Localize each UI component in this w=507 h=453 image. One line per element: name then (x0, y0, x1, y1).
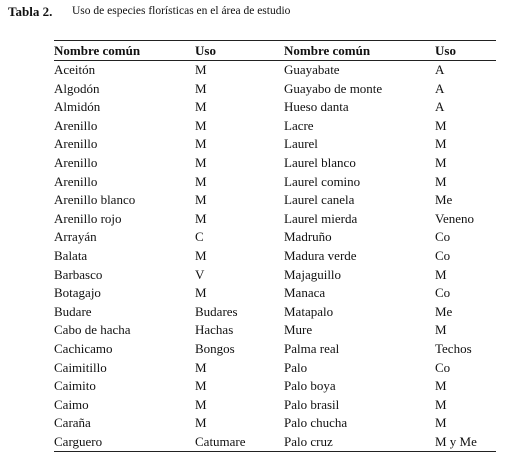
cell-nombre-comun-2: Mure (284, 322, 313, 338)
table-row (54, 266, 496, 285)
cell-uso-2: Me (435, 192, 453, 208)
cell-nombre-comun-2: Manaca (284, 285, 326, 301)
cell-nombre-comun-1: Botagajo (54, 285, 101, 301)
table-row (54, 359, 496, 378)
cell-nombre-comun-1: Carguero (54, 433, 195, 452)
cell-nombre-comun-1: Budare (54, 303, 92, 319)
cell-uso-2: A (435, 99, 445, 115)
cell-uso-1: M (195, 117, 207, 133)
cell-nombre-comun-2: Palo chucha (284, 415, 348, 431)
cell-uso-2: Me (435, 303, 453, 319)
cell-uso-2: M (435, 136, 447, 152)
cell-uso-1: M (195, 154, 207, 170)
table-header-row (54, 41, 496, 61)
table-title: Uso de especies florísticas en el área de estudio (72, 5, 291, 17)
cell-nombre-comun-1: Arenillo (54, 154, 98, 170)
table-row (54, 173, 496, 192)
cell-uso-1: M (195, 378, 207, 394)
cell-nombre-comun-2: Palma real (284, 340, 340, 356)
cell-uso-2: Veneno (435, 210, 474, 226)
cell-uso-1: Catumare (195, 433, 284, 452)
table-row (54, 228, 496, 247)
cell-uso-1: M (195, 99, 207, 115)
table-row (54, 433, 496, 452)
cell-nombre-comun-1: Caimito (54, 378, 96, 394)
species-use-table (54, 40, 496, 452)
cell-uso-2: Co (435, 229, 451, 245)
cell-nombre-comun-1: Arenillo blanco (54, 192, 136, 208)
cell-uso-1: M (195, 285, 207, 301)
cell-uso-2: M (435, 266, 447, 282)
table-row (54, 247, 496, 266)
cell-nombre-comun-1: Arenillo (54, 117, 98, 133)
cell-uso-1: M (195, 173, 207, 189)
cell-uso-1: M (195, 396, 207, 412)
cell-nombre-comun-1: Algodón (54, 80, 100, 96)
table-row (54, 210, 496, 229)
cell-uso-2: M y Me (435, 433, 496, 452)
cell-uso-1: M (195, 80, 207, 96)
cell-nombre-comun-2: Madruño (284, 229, 332, 245)
cell-uso-1: M (195, 136, 207, 152)
table-row (54, 340, 496, 359)
header-uso-2: Uso (435, 41, 496, 61)
table-body (54, 61, 496, 452)
cell-uso-1: M (195, 247, 207, 263)
table-row (54, 321, 496, 340)
cell-uso-1: M (195, 192, 207, 208)
cell-nombre-comun-2: Palo (284, 359, 308, 375)
table-row (54, 377, 496, 396)
table-row (54, 154, 496, 173)
cell-uso-2: M (435, 415, 447, 431)
cell-nombre-comun-2: Palo boya (284, 378, 336, 394)
cell-uso-2: M (435, 396, 447, 412)
table-number: Tabla 2. (8, 4, 53, 19)
cell-nombre-comun-2: Lacre (284, 117, 314, 133)
cell-nombre-comun-1: Caimo (54, 396, 89, 412)
cell-uso-2: M (435, 154, 447, 170)
cell-uso-1: M (195, 62, 207, 77)
cell-uso-1: M (195, 210, 207, 226)
cell-uso-2: A (435, 80, 445, 96)
cell-nombre-comun-2: Guayabate (284, 62, 340, 77)
cell-nombre-comun-1: Arenillo rojo (54, 210, 122, 226)
cell-nombre-comun-2: Laurel (284, 136, 318, 152)
cell-nombre-comun-1: Cabo de hacha (54, 322, 131, 338)
cell-nombre-comun-2: Palo brasil (284, 396, 340, 412)
cell-uso-2: M (435, 322, 447, 338)
table-row (54, 396, 496, 415)
table-row (54, 303, 496, 322)
cell-nombre-comun-1: Caraña (54, 415, 91, 431)
cell-nombre-comun-2: Laurel comino (284, 173, 361, 189)
cell-uso-2: A (435, 62, 445, 77)
header-uso-1: Uso (195, 41, 284, 61)
cell-uso-2: M (435, 117, 447, 133)
table-row (54, 61, 496, 80)
table-row (54, 80, 496, 99)
cell-nombre-comun-1: Arenillo (54, 173, 98, 189)
cell-uso-1: Budares (195, 303, 238, 319)
cell-uso-1: Hachas (195, 322, 234, 338)
cell-nombre-comun-2: Majaguillo (284, 266, 342, 282)
cell-uso-2: M (435, 378, 447, 394)
cell-nombre-comun-2: Hueso danta (284, 99, 349, 115)
cell-uso-2: M (435, 173, 447, 189)
header-nombre-comun-2: Nombre común (284, 41, 435, 61)
table-row (54, 414, 496, 433)
cell-nombre-comun-2: Palo cruz (284, 433, 435, 452)
cell-uso-1: M (195, 415, 207, 431)
cell-uso-1: M (195, 359, 207, 375)
cell-nombre-comun-1: Balata (54, 247, 88, 263)
table-row (54, 98, 496, 117)
cell-nombre-comun-1: Caimitillo (54, 359, 107, 375)
cell-nombre-comun-2: Laurel blanco (284, 154, 356, 170)
cell-nombre-comun-2: Laurel canela (284, 192, 355, 208)
cell-uso-1: C (195, 229, 204, 245)
table-row (54, 117, 496, 136)
cell-nombre-comun-2: Guayabo de monte (284, 80, 383, 96)
cell-nombre-comun-2: Matapalo (284, 303, 334, 319)
cell-uso-1: V (195, 266, 205, 282)
cell-nombre-comun-1: Arrayán (54, 229, 97, 245)
cell-nombre-comun-1: Aceitón (54, 62, 96, 77)
cell-nombre-comun-1: Barbasco (54, 266, 103, 282)
cell-nombre-comun-2: Madura verde (284, 247, 357, 263)
cell-uso-2: Co (435, 247, 451, 263)
header-nombre-comun-1: Nombre común (54, 41, 195, 61)
cell-uso-1: Bongos (195, 340, 235, 356)
cell-nombre-comun-1: Almidón (54, 99, 101, 115)
table-row (54, 284, 496, 303)
cell-uso-2: Co (435, 285, 451, 301)
table-row (54, 191, 496, 210)
cell-nombre-comun-1: Cachicamo (54, 340, 113, 356)
cell-uso-2: Co (435, 359, 451, 375)
cell-nombre-comun-1: Arenillo (54, 136, 98, 152)
table-row (54, 135, 496, 154)
cell-uso-2: Techos (435, 340, 472, 356)
cell-nombre-comun-2: Laurel mierda (284, 210, 358, 226)
